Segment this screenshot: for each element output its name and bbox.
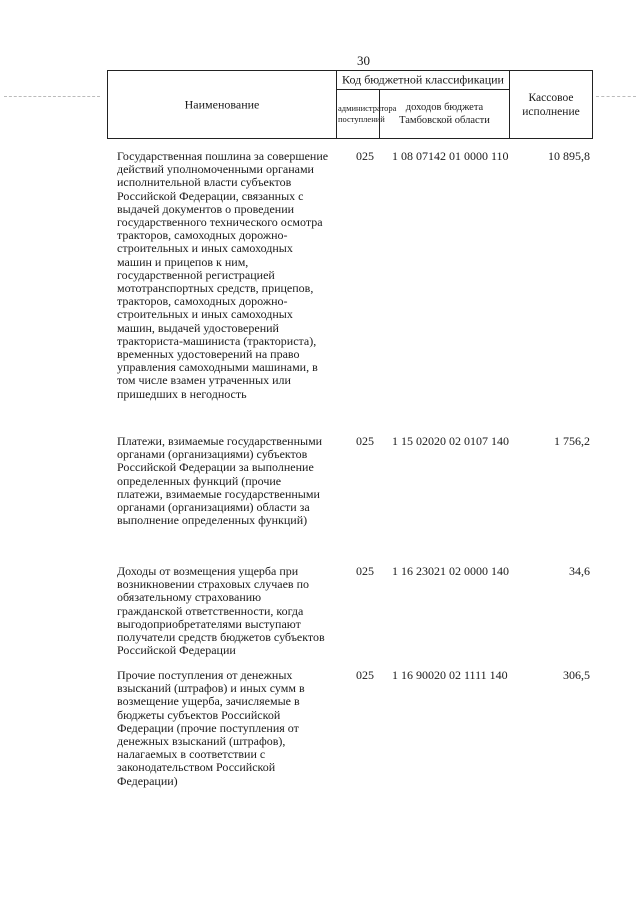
row-amount: 10 895,8 — [548, 149, 590, 163]
row-admin-code: 025 — [356, 434, 374, 448]
row-income-code: 1 15 02020 02 0107 140 — [392, 434, 509, 448]
scan-dashed-line-right — [596, 96, 636, 97]
header-admin-cell — [336, 89, 397, 139]
scan-dashed-line-left — [4, 96, 100, 97]
row-amount: 1 756,2 — [554, 434, 590, 448]
row-income-code: 1 08 07142 01 0000 110 — [392, 149, 509, 163]
header-code-group-label: Код бюджетной классификации — [342, 72, 504, 87]
header-income-label: доходов бюджета Тамбовской области — [399, 102, 490, 126]
row-amount: 34,6 — [569, 564, 590, 578]
page-number: 30 — [357, 53, 370, 68]
header-cash-cell — [509, 70, 593, 139]
header-admin-label: администратора поступлений — [338, 103, 397, 124]
row-name: Государственная пошлина за совершение действий уполномоченными органами исполнительной власти субъектов Российской Федерации, связанных с выдачей документов о проведении государственного технического осмотра тракторов, самоходных дорожно-строительных и иных самоходных машин и прицепов к ним, государственной регистрацией мототранспортных средств, прицепов, тракторов, самоходных дорожно-строительных и иных самоходных машин, выдачей удостоверений тракториста-машиниста (тракториста), временных удостоверений на право управления самоходными машинами, в том числе взамен утраченных или пришедших в негодность — [117, 149, 329, 401]
header-code-group-cell — [336, 70, 510, 90]
row-admin-code: 025 — [356, 564, 374, 578]
row-income-code: 1 16 23021 02 0000 140 — [392, 564, 509, 578]
row-admin-code: 025 — [356, 149, 374, 163]
header-name-label: Наименование — [184, 97, 260, 111]
row-name: Доходы от возмещения ущерба при возникновении страховых случаев по обязательному страхованию гражданской ответственности, когда выгодоприобретателями выступают получатели средств бюджетов субъектов Российской Федерации — [117, 564, 325, 658]
row-amount: 306,5 — [563, 668, 590, 682]
row-name: Прочие поступления от денежных взысканий (штрафов) и иных сумм в возмещение ущерба, зачисляемые в бюджеты субъектов Российской Федерации (прочие поступления от денежных взысканий (штрафов), налагаемых в соответствии с законодательством Российской Федерации) — [117, 668, 305, 788]
header-name-cell — [107, 70, 337, 139]
row-name: Платежи, взимаемые государственными органами (организациями) субъектов Российской Федерации за выполнение определенных функций (прочие платежи, взимаемые государственными органами (организациями) области за выполнение определенных функций) — [117, 434, 323, 528]
header-income-cell — [379, 89, 510, 139]
row-admin-code: 025 — [356, 668, 374, 682]
header-cash-label: Кассовое исполнение — [522, 91, 580, 118]
row-income-code: 1 16 90020 02 1111 140 — [392, 668, 508, 682]
